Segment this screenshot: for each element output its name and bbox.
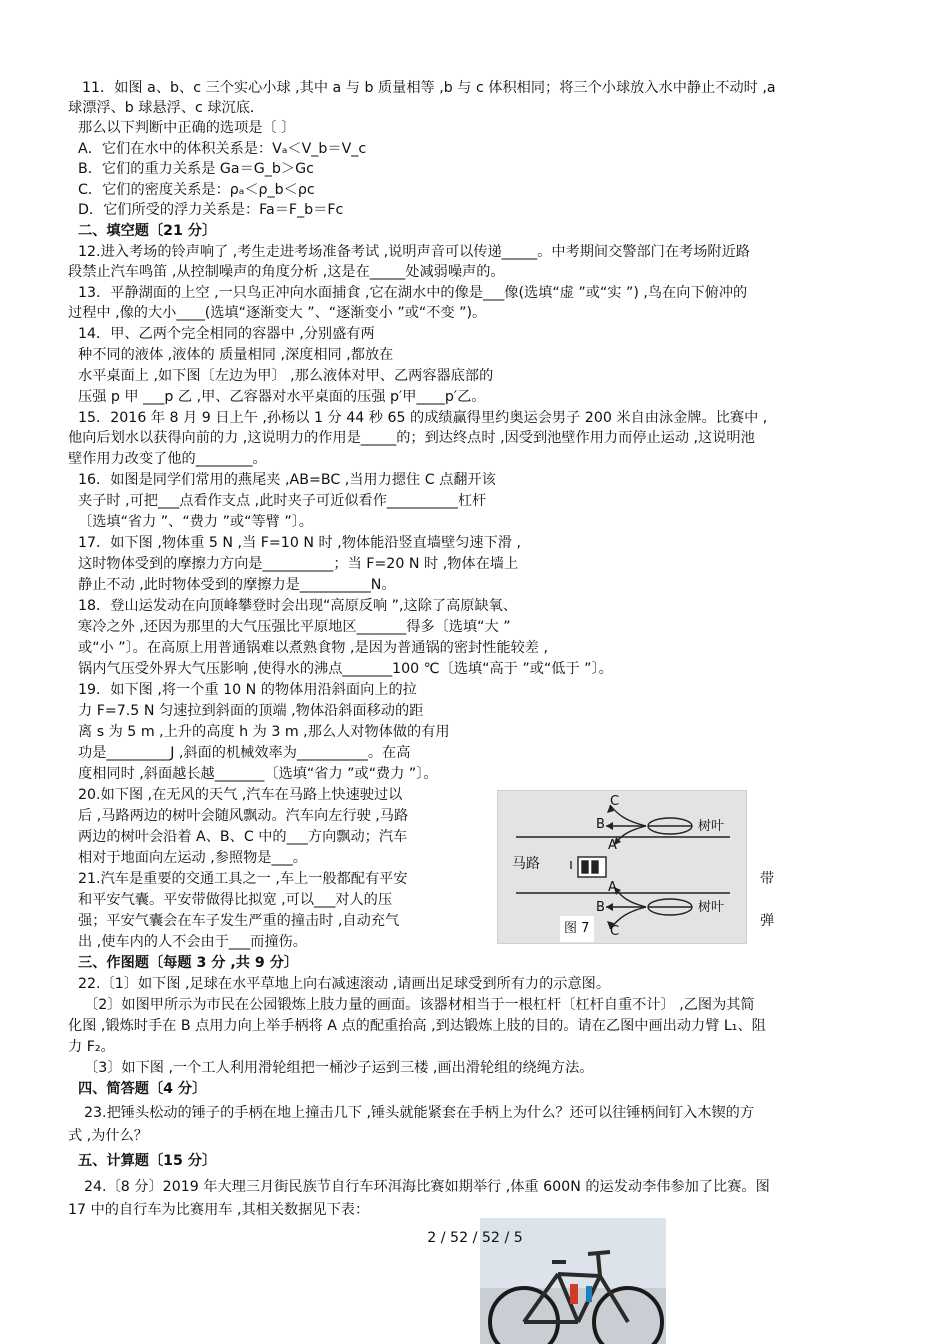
text-line: 和平安气囊。平安带做得比拟宽 ,可以___对人的压 xyxy=(78,892,393,908)
text-line: 或“小 ”〕。在高原上用普通锅难以煮熟食物 ,是因为普通锅的密封性能较差 , xyxy=(78,640,548,656)
direction-a-top: A xyxy=(608,838,617,853)
text-line: 强；平安气囊会在车子发生严重的撞击时 ,自动充气 xyxy=(78,913,400,929)
text-line: 功是_________J ,斜面的机械效率为__________。在高 xyxy=(78,745,411,761)
text-line: 13．平静湖面的上空 ,一只鸟正冲向水面捕食 ,它在湖水中的像是___像(选填“虚 ”或“实 ”) ,鸟在向下俯冲的 xyxy=(78,285,748,301)
text-line: 力 F₂。 xyxy=(68,1039,115,1055)
text-line: 19．如下图 ,将一个重 10 N 的物体用沿斜面向上的拉 xyxy=(78,682,417,698)
text-line: 17 中的自行车为比赛用车 ,其相关数据见下表： xyxy=(68,1202,370,1218)
text-line: 后 ,马路两边的树叶会随风飘动。汽车向左行驶 ,马路 xyxy=(78,808,409,824)
text-line: 17．如下图 ,物体重 5 N ,当 F=10 N 时 ,物体能沿竖直墙壁匀速下滑 , xyxy=(78,535,521,551)
text-line: 力 F=7.5 N 匀速拉到斜面的顶端 ,物体沿斜面移动的距 xyxy=(78,703,424,719)
text-line: 离 s 为 5 m ,上升的高度 h 为 3 m ,那么人对物体做的有用 xyxy=(78,724,450,740)
text-line: 20.如下图 ,在无风的天气 ,汽车在马路上快速驶过以 xyxy=(78,787,403,803)
direction-a-bottom: A xyxy=(608,880,617,895)
text-line: 他向后划水以获得向前的力 ,这说明力的作用是_____的；到达终点时 ,因受到池壁作用力而停止运动 ,这说明池 xyxy=(68,430,755,446)
text-line: 12.进入考场的铃声响了 ,考生走进考场准备考试 ,说明声音可以传递_____。中考期间交警部门在考场附近路 xyxy=(78,244,750,260)
text-line: 弹 xyxy=(760,913,775,929)
page-number: 2 / 52 / 52 / 5 xyxy=(427,1230,523,1246)
text-line: 14．甲、乙两个完全相同的容器中 ,分别盛有两 xyxy=(78,326,375,342)
text-line: 相对于地面向左运动 ,参照物是___。 xyxy=(78,850,307,866)
text-line: 段禁止汽车鸣笛 ,从控制噪声的角度分析 ,这是在_____处减弱噪声的。 xyxy=(68,264,505,280)
direction-c-top: C xyxy=(610,794,620,809)
text-line: 这时物体受到的摩擦力方向是__________；当 F=20 N 时 ,物体在墙上 xyxy=(78,556,519,572)
text-line: A．它们在水中的体积关系是：Vₐ＜V_b＝V_c xyxy=(78,141,367,157)
text-line: 18．登山运发动在向顶峰攀登时会出现“高原反响 ”,这除了高原缺氧、 xyxy=(78,598,518,614)
text-line: 15．2016 年 8 月 9 日上午 ,孙杨以 1 分 44 秒 65 的成绩赢得里约奥运会男子 200 米自由泳金牌。比赛中 , xyxy=(78,410,768,426)
text-line: 22.〔1〕如下图 ,足球在水平草地上向右减速滚动 ,请画出足球受到所有力的示意图。 xyxy=(78,976,611,992)
direction-b-top: B xyxy=(596,817,605,832)
text-line: B．它们的重力关系是 Ga＝G_b＞Gc xyxy=(78,161,314,177)
figure-7-road-diagram xyxy=(497,790,747,944)
text-line: 式 ,为什么？ xyxy=(68,1128,148,1144)
section-heading: 四、简答题〔4 分〕 xyxy=(78,1081,207,1097)
text-line: 11．如图 a、b、c 三个实心小球 ,其中 a 与 b 质量相等 ,b 与 c 体积相同；将三个小球放入水中静止不动时 ,a xyxy=(82,80,776,96)
text-line: 锅内气压受外界大气压影响 ,使得水的沸点_______100 ℃〔选填“高于 ”或“低于 ”〕。 xyxy=(78,661,613,677)
text-line: 出 ,使车内的人不会由于___而撞伤。 xyxy=(78,934,307,950)
figure-caption: 图 7 xyxy=(560,916,594,942)
direction-b-bottom: B xyxy=(596,900,605,915)
text-line: 那么以下判断中正确的选项是〔 〕 xyxy=(78,120,296,136)
road-label: 马路 xyxy=(512,856,540,872)
text-line: 静止不动 ,此时物体受到的摩擦力是__________N。 xyxy=(78,577,396,593)
text-line: 〔3〕如下图 ,一个工人利用滑轮组把一桶沙子运到三楼 ,画出滑轮组的绕绳方法。 xyxy=(84,1060,594,1076)
section-heading: 二、填空题〔21 分〕 xyxy=(78,223,217,239)
direction-c-bottom: C xyxy=(610,924,620,939)
text-line: 水平桌面上 ,如下图〔左边为甲〕 ,那么液体对甲、乙两容器底部的 xyxy=(78,368,494,384)
text-line: 寒冷之外 ,还因为那里的大气压强比平原地区_______得多〔选填“大 ” xyxy=(78,619,511,635)
leaf-label-bottom: 树叶 xyxy=(698,900,725,915)
text-line: 〔选填“省力 ”、“费力 ”或“等臂 ”〕。 xyxy=(78,514,313,530)
text-line: 带 xyxy=(760,871,775,887)
text-line: 夹子时 ,可把___点看作支点 ,此时夹子可近似看作__________杠杆 xyxy=(78,493,487,509)
text-line: 〔2〕如图甲所示为市民在公园锻炼上肢力量的画面。该器材相当于一根杠杆〔杠杆自重不计〕 ,乙图为其简 xyxy=(84,997,755,1013)
section-heading: 三、作图题〔每题 3 分 ,共 9 分〕 xyxy=(78,955,299,971)
text-line: 16．如图是同学们常用的燕尾夹 ,AB=BC ,当用力摁住 C 点翻开该 xyxy=(78,472,496,488)
text-line: 化图 ,锻炼时手在 B 点用力向上举手柄将 A 点的配重抬高 ,到达锻炼上肢的目的。请在乙图中画出动力臂 L₁、阻 xyxy=(68,1018,766,1034)
text-line: 压强 p 甲 ___p 乙 ,甲、乙容器对水平桌面的压强 p′甲____p′乙。 xyxy=(78,389,486,405)
text-line: 23.把锤头松动的锤子的手柄在地上撞击几下 ,锤头就能紧套在手柄上为什么？还可以往锤柄间钉入木锲的方 xyxy=(84,1105,755,1121)
text-line: 24.〔8 分〕2019 年大理三月街民族节自行车环洱海比赛如期举行 ,体重 600N 的运发动李伟参加了比赛。图 xyxy=(84,1179,770,1195)
text-line: 21.汽车是重要的交通工具之一 ,车上一般都配有平安 xyxy=(78,871,408,887)
text-line: 两边的树叶会沿着 A、B、C 中的___方向飘动；汽车 xyxy=(78,829,408,845)
text-line: 过程中 ,像的大小____(选填“逐渐变大 ”、“逐渐变小 ”或“不变 ”)。 xyxy=(68,305,487,321)
text-line: D．它们所受的浮力关系是：Fa＝F_b＝Fc xyxy=(78,202,344,218)
leaf-label-top: 树叶 xyxy=(698,819,725,834)
text-line: 球漂浮、b 球悬浮、c 球沉底． xyxy=(68,100,265,116)
text-line: 壁作用力改变了他的________。 xyxy=(68,451,267,467)
text-line: 度相同时 ,斜面越长越_______〔选填“省力 ”或“费力 ”〕。 xyxy=(78,766,438,782)
text-line: C．它们的密度关系是：ρₐ＜ρ_b＜ρc xyxy=(78,182,315,198)
text-line: 种不同的液体 ,液体的 质量相同 ,深度相同 ,都放在 xyxy=(78,347,394,363)
section-heading: 五、计算题〔15 分〕 xyxy=(78,1153,217,1169)
